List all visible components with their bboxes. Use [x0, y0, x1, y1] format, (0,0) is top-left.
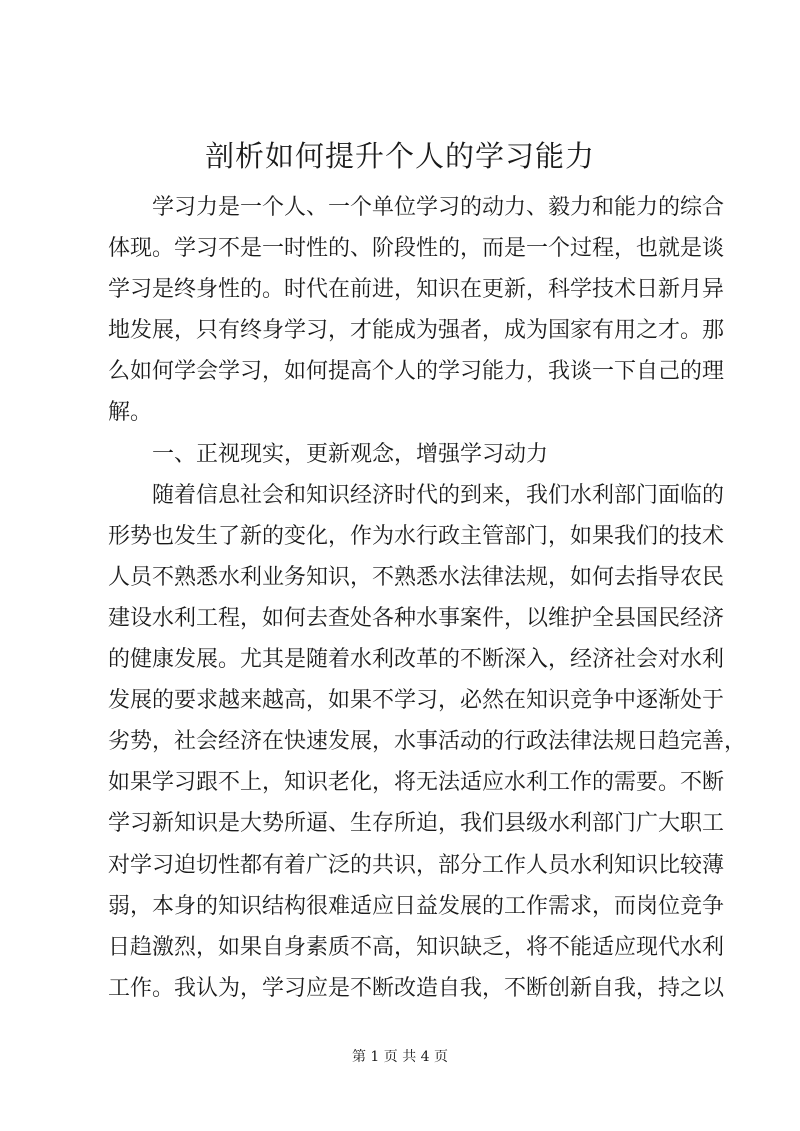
- paragraph-line: 学习新知识是大势所逼、生存所迫，我们县级水利部门广大职工: [108, 811, 725, 837]
- paragraph-line: 劣势，社会经济在快速发展，水事活动的行政法律法规日趋完善，: [108, 729, 747, 755]
- paragraph-line: 发展的要求越来越高，如果不学习，必然在知识竞争中逐渐处于: [108, 688, 725, 714]
- paragraph-line: 弱，本身的知识结构很难适应日益发展的工作需求，而岗位竞争: [108, 893, 725, 919]
- paragraph-line: 学习力是一个人、一个单位学习的动力、毅力和能力的综合: [152, 195, 725, 220]
- section-heading: 一、正视现实，更新观念，增强学习动力: [152, 441, 549, 467]
- paragraph-line: 工作。我认为，学习应是不断改造自我，不断创新自我，持之以: [108, 975, 725, 1001]
- paragraph-line: 的健康发展。尤其是随着水利改革的不断深入，经济社会对水利: [108, 647, 725, 673]
- paragraph-line: 随着信息社会和知识经济时代的到来，我们水利部门面临的: [152, 482, 725, 508]
- paragraph-line: 解。: [108, 400, 153, 426]
- paragraph-line: 地发展，只有终身学习，才能成为强者，成为国家有用之才。那: [108, 318, 725, 344]
- paragraph-line: 体现。学习不是一时性的、阶段性的，而是一个过程，也就是谈: [108, 236, 725, 262]
- document-title: 剖析如何提升个人的学习能力: [204, 139, 595, 173]
- paragraph-line: 日趋激烈，如果自身素质不高，知识缺乏，将不能适应现代水利: [108, 934, 725, 960]
- paragraph-line: 学习是终身性的。时代在前进，知识在更新，科学技术日新月异: [108, 277, 725, 303]
- paragraph-line: 如果学习跟不上，知识老化，将无法适应水利工作的需要。不断: [108, 770, 725, 796]
- paragraph-line: 形势也发生了新的变化，作为水行政主管部门，如果我们的技术: [108, 523, 725, 549]
- document-body: [108, 187, 747, 1009]
- paragraph-line: 建设水利工程，如何去查处各种水事案件，以维护全县国民经济: [108, 605, 725, 631]
- paragraph-line: 对学习迫切性都有着广泛的共识，部分工作人员水利知识比较薄: [108, 852, 725, 878]
- paragraph-line: 么如何学会学习，如何提高个人的学习能力，我谈一下自己的理: [108, 359, 725, 385]
- page-footer: 第 1 页 共 4 页: [351, 1049, 449, 1065]
- paragraph-line: 人员不熟悉水利业务知识，不熟悉水法律法规，如何去指导农民: [108, 564, 725, 590]
